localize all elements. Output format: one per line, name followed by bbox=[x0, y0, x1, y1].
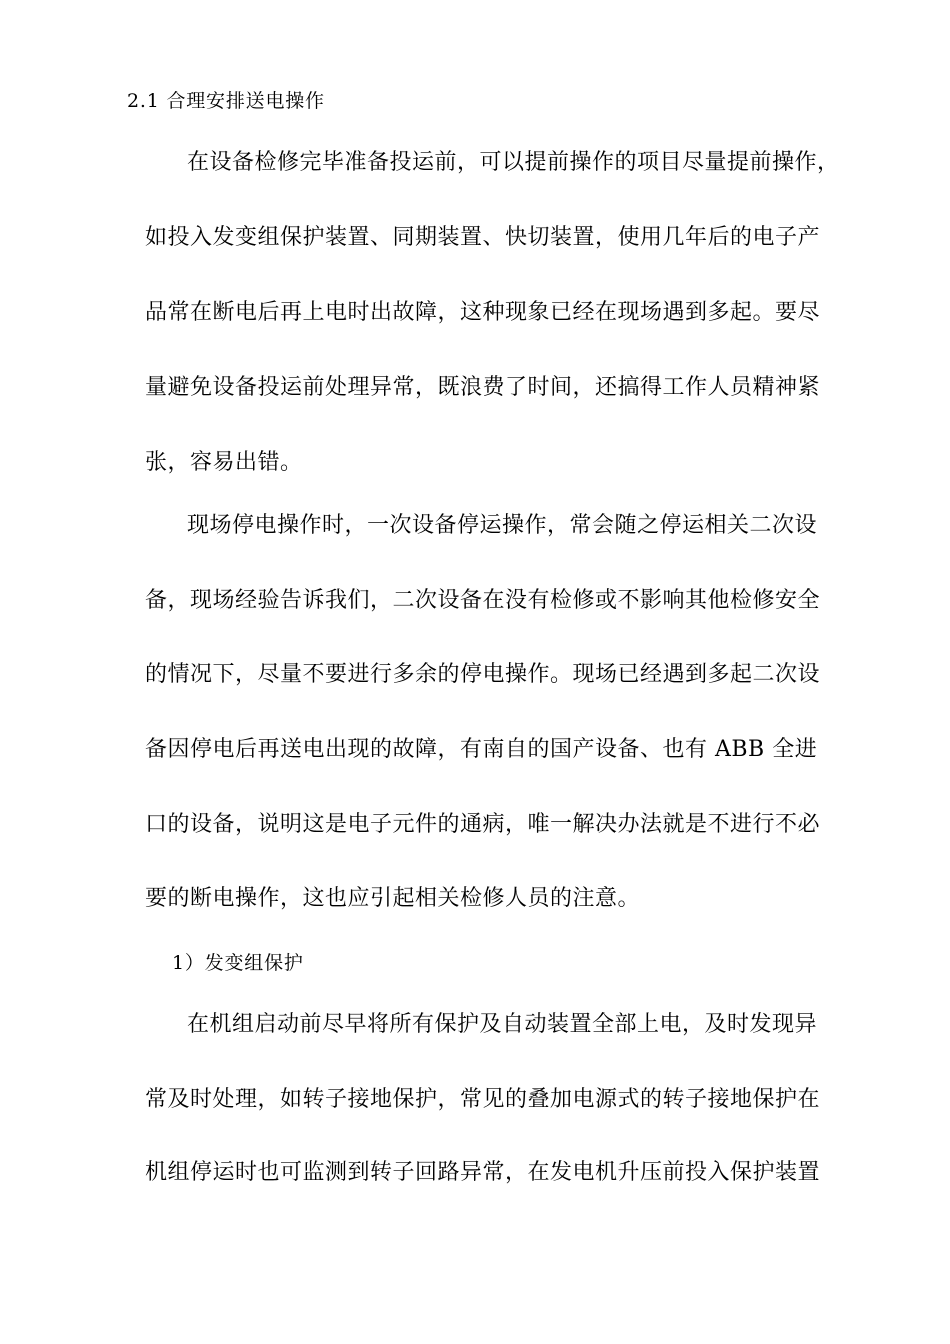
paragraph-line: 量避免设备投运前处理异常，既浪费了时间，还搞得工作人员精神紧 bbox=[145, 375, 821, 400]
paragraph-line: 口的设备，说明这是电子元件的通病，唯一解决办法就是不进行不必 bbox=[145, 812, 821, 837]
paragraph-line: 要的断电操作，这也应引起相关检修人员的注意。 bbox=[145, 886, 641, 911]
paragraph-line: 如投入发变组保护装置、同期装置、快切装置，使用几年后的电子产 bbox=[145, 225, 821, 250]
paragraph-line: 常及时处理，如转子接地保护，常见的叠加电源式的转子接地保护在 bbox=[145, 1087, 821, 1112]
paragraph-line: 备因停电后再送电出现的故障，有南自的国产设备、也有 ABB 全进 bbox=[145, 737, 818, 762]
section-heading: 2.1 合理安排送电操作 bbox=[127, 90, 325, 112]
paragraph-line: 在设备检修完毕准备投运前，可以提前操作的项目尽量提前操作， bbox=[187, 150, 840, 175]
paragraph-line: 的情况下，尽量不要进行多余的停电操作。现场已经遇到多起二次设 bbox=[145, 662, 821, 687]
paragraph-line: 现场停电操作时，一次设备停运操作，常会随之停运相关二次设 bbox=[187, 513, 818, 538]
subsection-heading: 1）发变组保护 bbox=[172, 952, 304, 974]
paragraph-line: 张，容易出错。 bbox=[145, 450, 303, 475]
paragraph-line: 机组停运时也可监测到转子回路异常，在发电机升压前投入保护装置 bbox=[145, 1160, 821, 1185]
paragraph-line: 在机组启动前尽早将所有保护及自动装置全部上电，及时发现异 bbox=[187, 1012, 818, 1037]
paragraph-line: 品常在断电后再上电时出故障，这种现象已经在现场遇到多起。要尽 bbox=[145, 300, 821, 325]
paragraph-line: 备，现场经验告诉我们，二次设备在没有检修或不影响其他检修安全 bbox=[145, 588, 821, 613]
